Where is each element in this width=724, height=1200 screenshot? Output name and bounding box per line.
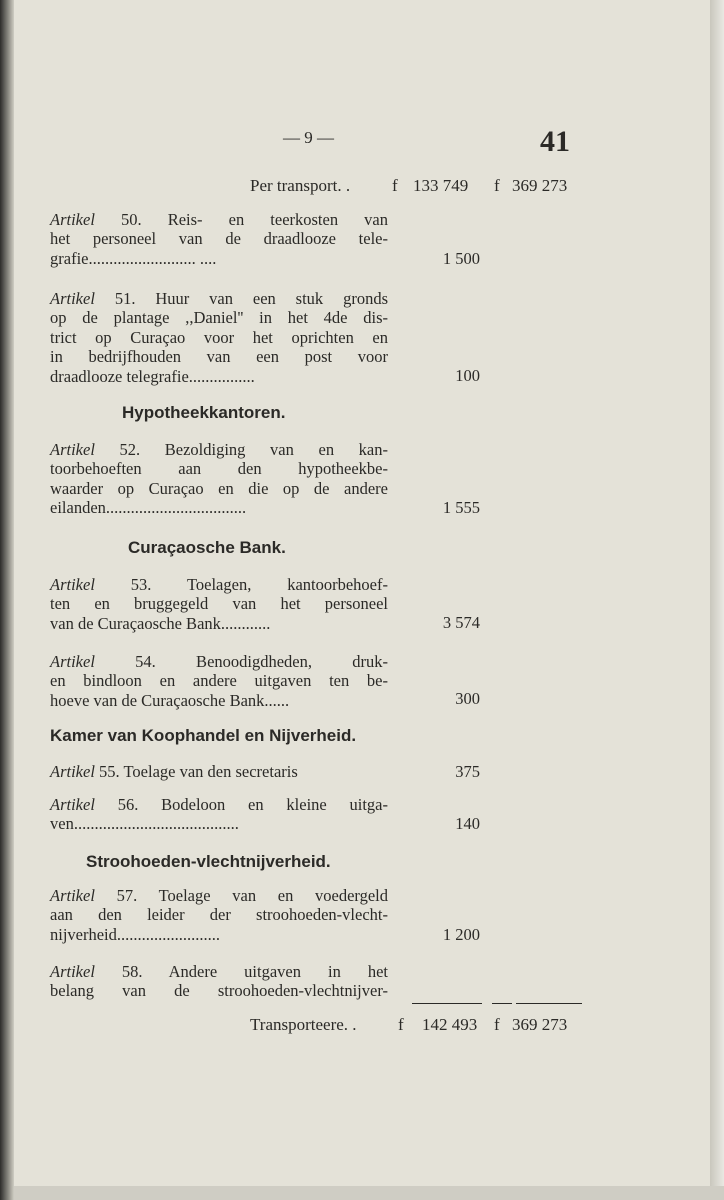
- article-line: 58. Andere uitgaven in het: [121, 962, 388, 981]
- article-line: nijverheid.........................: [50, 924, 221, 944]
- article-line: toorbehoeften aan den hypotheekbe-: [50, 459, 388, 479]
- article-prefix: Artikel: [50, 440, 95, 459]
- article-line: 52. Bezoldiging van en kan-: [119, 440, 389, 459]
- heading-hypotheekkantoren: Hypotheekkantoren.: [122, 403, 286, 422]
- article-line: 53. Toelagen, kantoorbehoef-: [130, 575, 388, 594]
- article-line: van de Curaçaosche Bank............: [50, 613, 271, 633]
- article-line: op de plantage ,,Daniel'' in het 4de dis-: [50, 308, 388, 328]
- article-line: trict op Curaçao voor het oprichten en: [50, 327, 388, 347]
- article-50: [50, 210, 388, 268]
- article-line: eilanden..................................: [50, 498, 247, 518]
- total-rule-1: [412, 1003, 482, 1004]
- transport-currency-1: f: [392, 176, 398, 195]
- article-prefix: Artikel: [50, 886, 95, 905]
- article-line: draadlooze telegrafie................: [50, 366, 255, 386]
- article-54-amount: 300: [455, 689, 480, 708]
- article-55: [50, 762, 388, 781]
- transport-value-1: 133 749: [413, 176, 469, 195]
- total-rule-3: [516, 1003, 582, 1004]
- article-56-amount: 140: [455, 814, 480, 833]
- article-line: 55. Toelage van den secretaris: [99, 762, 298, 781]
- transport-currency-2: f: [494, 176, 500, 195]
- page-bottom-edge: [14, 1186, 724, 1200]
- transporteere-currency-2: f: [494, 1015, 500, 1034]
- article-line: en bindloon en andere uitgaven ten be-: [50, 671, 388, 691]
- article-line: aan den leider der stroohoeden-vlecht-: [50, 905, 388, 925]
- transporteere-value-2: 369 273: [512, 1015, 568, 1034]
- article-line: hoeve van de Curaçaosche Bank......: [50, 690, 290, 710]
- article-57: [50, 886, 388, 944]
- transporteere-value-1: 142 493: [422, 1015, 478, 1034]
- article-line: 51. Huur van een stuk gronds: [114, 289, 388, 308]
- article-line: waarder op Curaçao en die op de andere: [50, 478, 388, 498]
- transport-value-2: 369 273: [512, 176, 568, 195]
- article-50-amount: 1 500: [442, 249, 480, 268]
- book-spine: [0, 0, 14, 1200]
- article-prefix: Artikel: [50, 762, 95, 781]
- article-prefix: Artikel: [50, 575, 95, 594]
- heading-curacaosche-bank: Curaçaosche Bank.: [128, 538, 286, 557]
- article-53-amount: 3 574: [442, 613, 480, 632]
- article-line: 56. Bodeloon en kleine uitga-: [117, 795, 389, 814]
- article-58: [50, 962, 388, 1001]
- article-57-amount: 1 200: [442, 925, 480, 944]
- article-line: 57. Toelage van en voedergeld: [116, 886, 389, 905]
- total-rule-2: [492, 1003, 512, 1004]
- article-line: grafie.......................... ....: [50, 248, 217, 268]
- transporteere-label: Transporteere. .: [250, 1015, 357, 1034]
- article-51: [50, 289, 388, 386]
- article-prefix: Artikel: [50, 962, 95, 981]
- heading-stroohoeden: Stroohoeden-vlechtnijverheid.: [86, 852, 331, 871]
- page-number-small: — 9 —: [283, 128, 334, 147]
- heading-kamer-van-koophandel: Kamer van Koophandel en Nijverheid.: [50, 726, 357, 745]
- article-54: [50, 652, 388, 710]
- transporteere-currency-1: f: [398, 1015, 404, 1034]
- article-51-amount: 100: [455, 366, 480, 385]
- article-55-amount: 375: [455, 762, 480, 781]
- article-line: het personeel van de draadlooze tele-: [50, 229, 388, 249]
- article-prefix: Artikel: [50, 289, 95, 308]
- article-line: 54. Benoodigdheden, druk-: [135, 652, 388, 671]
- article-56: [50, 795, 388, 834]
- page-edge: [710, 0, 724, 1200]
- article-prefix: Artikel: [50, 795, 95, 814]
- article-52: [50, 440, 388, 518]
- article-prefix: Artikel: [50, 652, 95, 671]
- article-prefix: Artikel: [50, 210, 95, 229]
- page-number-large: 41: [540, 125, 570, 158]
- article-line: ten en bruggegeld van het personeel: [50, 594, 388, 614]
- article-line: in bedrijfhouden van een post voor: [50, 347, 388, 367]
- article-line: 50. Reis- en teerkosten van: [121, 210, 389, 229]
- article-line: belang van de stroohoeden-vlechtnijver-: [50, 981, 388, 1001]
- article-line: ven........................................: [50, 814, 239, 834]
- article-53: [50, 575, 388, 633]
- article-52-amount: 1 555: [442, 498, 480, 517]
- transport-label: Per transport. .: [250, 176, 351, 195]
